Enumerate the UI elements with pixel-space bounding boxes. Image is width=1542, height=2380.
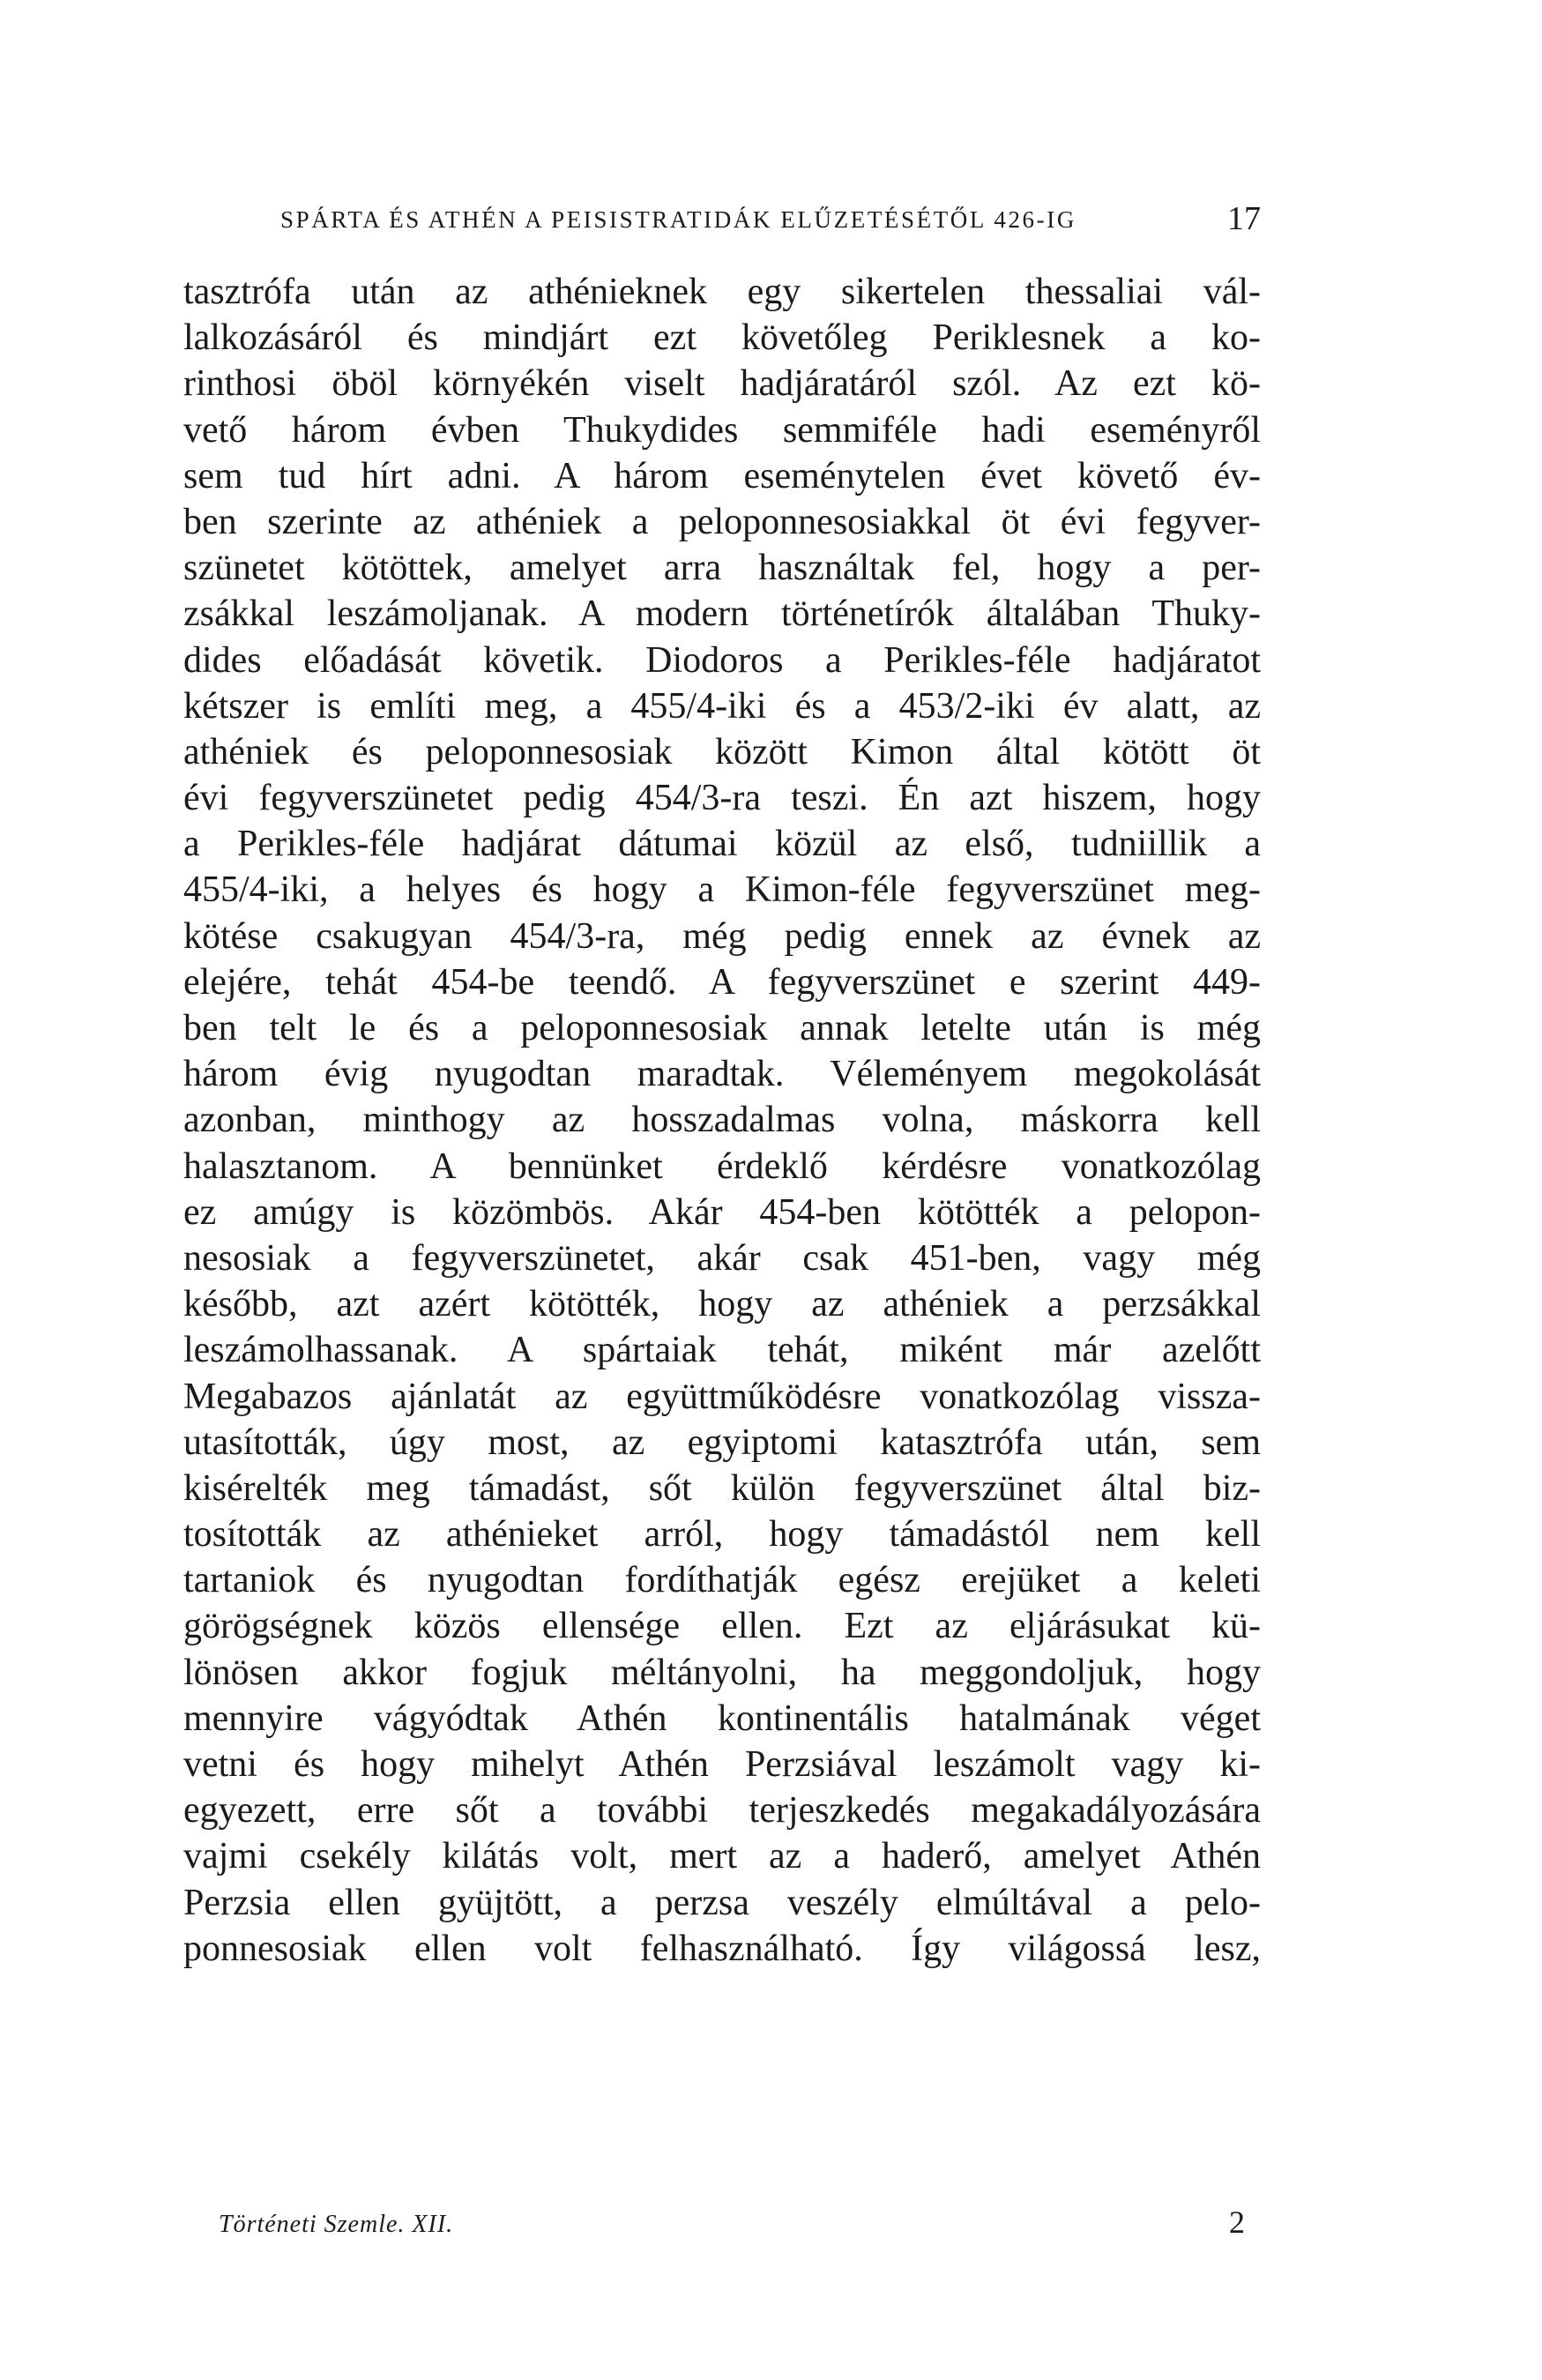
journal-title: Történeti Szemle. XII. [219, 2211, 454, 2238]
page-number: 17 [1227, 200, 1261, 237]
text-line: szünetet kötöttek, amelyet arra használtak fel, hogy a per- [183, 548, 1261, 589]
text-line: Megabazos ajánlatát az együttműködésre vonatkozólag vissza- [183, 1376, 1261, 1417]
text-line: évi fegyverszünetet pedig 454/3-ra teszi. Én azt hiszem, hogy [183, 778, 1261, 819]
text-line: mennyire vágyódtak Athén kontinentális hatalmának véget [183, 1697, 1261, 1739]
text-line: görögségnek közös ellensége ellen. Ezt az eljárásukat kü- [183, 1606, 1261, 1647]
text-line: három évig nyugodtan maradtak. Véleményem megokolását [183, 1054, 1261, 1095]
text-line: vető három évben Thukydides semmiféle hadi eseményről [183, 409, 1261, 451]
text-line: kétszer is említi meg, a 455/4-iki és a 453/2-iki év alatt, az [183, 685, 1261, 727]
running-title: SPÁRTA ÉS ATHÉN A PEISISTRATIDÁK ELŰZETÉSÉTŐL 426-IG [280, 206, 1076, 233]
text-line: ben telt le és a peloponnesosiak annak letelte után is még [183, 1008, 1261, 1048]
text-line: ponnesosiak ellen volt felhasználható. Így világossá lesz, [183, 1928, 1261, 1969]
text-line: 455/4-iki, a helyes és hogy a Kimon-féle fegyverszünet meg- [183, 869, 1261, 911]
text-line: halasztanom. A bennünket érdeklő kérdésre vonatkozólag [183, 1145, 1261, 1187]
text-line: ez amúgy is közömbös. Akár 454-ben kötötték a pelopon- [183, 1191, 1261, 1233]
page-footer [219, 2205, 1245, 2249]
text-line: zsákkal leszámoljanak. A modern történetírók általában Thuky- [183, 593, 1261, 635]
text-line: kötése csakugyan 454/3-ra, még pedig ennek az évnek az [183, 915, 1261, 957]
text-line: dides előadását követik. Diodoros a Perikles-féle hadjáratot [183, 639, 1261, 681]
text-line: rinthosi öböl környékén viselt hadjáratáról szól. Az ezt kö- [183, 363, 1261, 405]
text-line: leszámolhassanak. A spártaiak tehát, miként már azelőtt [183, 1330, 1261, 1371]
text-line: utasították, úgy most, az egyiptomi katasztrófa után, sem [183, 1421, 1261, 1463]
text-line: később, azt azért kötötték, hogy az athéniek a perzsákkal [183, 1284, 1261, 1325]
text-line: egyezett, erre sőt a további terjeszkedés megakadályozására [183, 1790, 1261, 1832]
text-line: athéniek és peloponnesosiak között Kimon által kötött öt [183, 731, 1261, 772]
text-line: a Perikles-féle hadjárat dátumai közül az első, tudniillik a [183, 824, 1261, 865]
text-line: tartaniok és nyugodtan fordíthatják egész erejüket a keleti [183, 1560, 1261, 1601]
text-line: nesosiak a fegyverszünetet, akár csak 451-ben, vagy még [183, 1237, 1261, 1279]
text-line: Perzsia ellen gyüjtött, a perzsa veszély elmúltával a pelo- [183, 1882, 1261, 1923]
text-line: vajmi csekély kilátás volt, mert az a haderő, amelyet Athén [183, 1836, 1261, 1877]
text-line: tosították az athénieket arról, hogy támadástól nem kell [183, 1514, 1261, 1556]
text-line: lönösen akkor fogjuk méltányolni, ha meggondoljuk, hogy [183, 1652, 1261, 1693]
text-line: tasztrófa után az athénieknek egy sikertelen thessaliai vál- [183, 272, 1261, 312]
text-line: vetni és hogy mihelyt Athén Perzsiával leszámolt vagy ki- [183, 1744, 1261, 1785]
text-line: elejére, tehát 454-be teendő. A fegyverszünet e szerint 449- [183, 961, 1261, 1003]
text-line: kisérelték meg támadást, sőt külön fegyverszünet által biz- [183, 1467, 1261, 1509]
text-line: ben szerinte az athéniek a peloponnesosiakkal öt évi fegyver- [183, 501, 1261, 542]
text-line: lalkozásáról és mindjárt ezt követőleg Periklesnek a ko- [183, 317, 1261, 359]
signature-mark: 2 [1229, 2205, 1245, 2240]
text-line: azonban, minthogy az hosszadalmas volna, máskorra kell [183, 1100, 1261, 1141]
body-text [183, 269, 1261, 1972]
text-line: sem tud hírt adni. A három eseménytelen évet követő év- [183, 455, 1261, 496]
running-head [280, 199, 1261, 243]
